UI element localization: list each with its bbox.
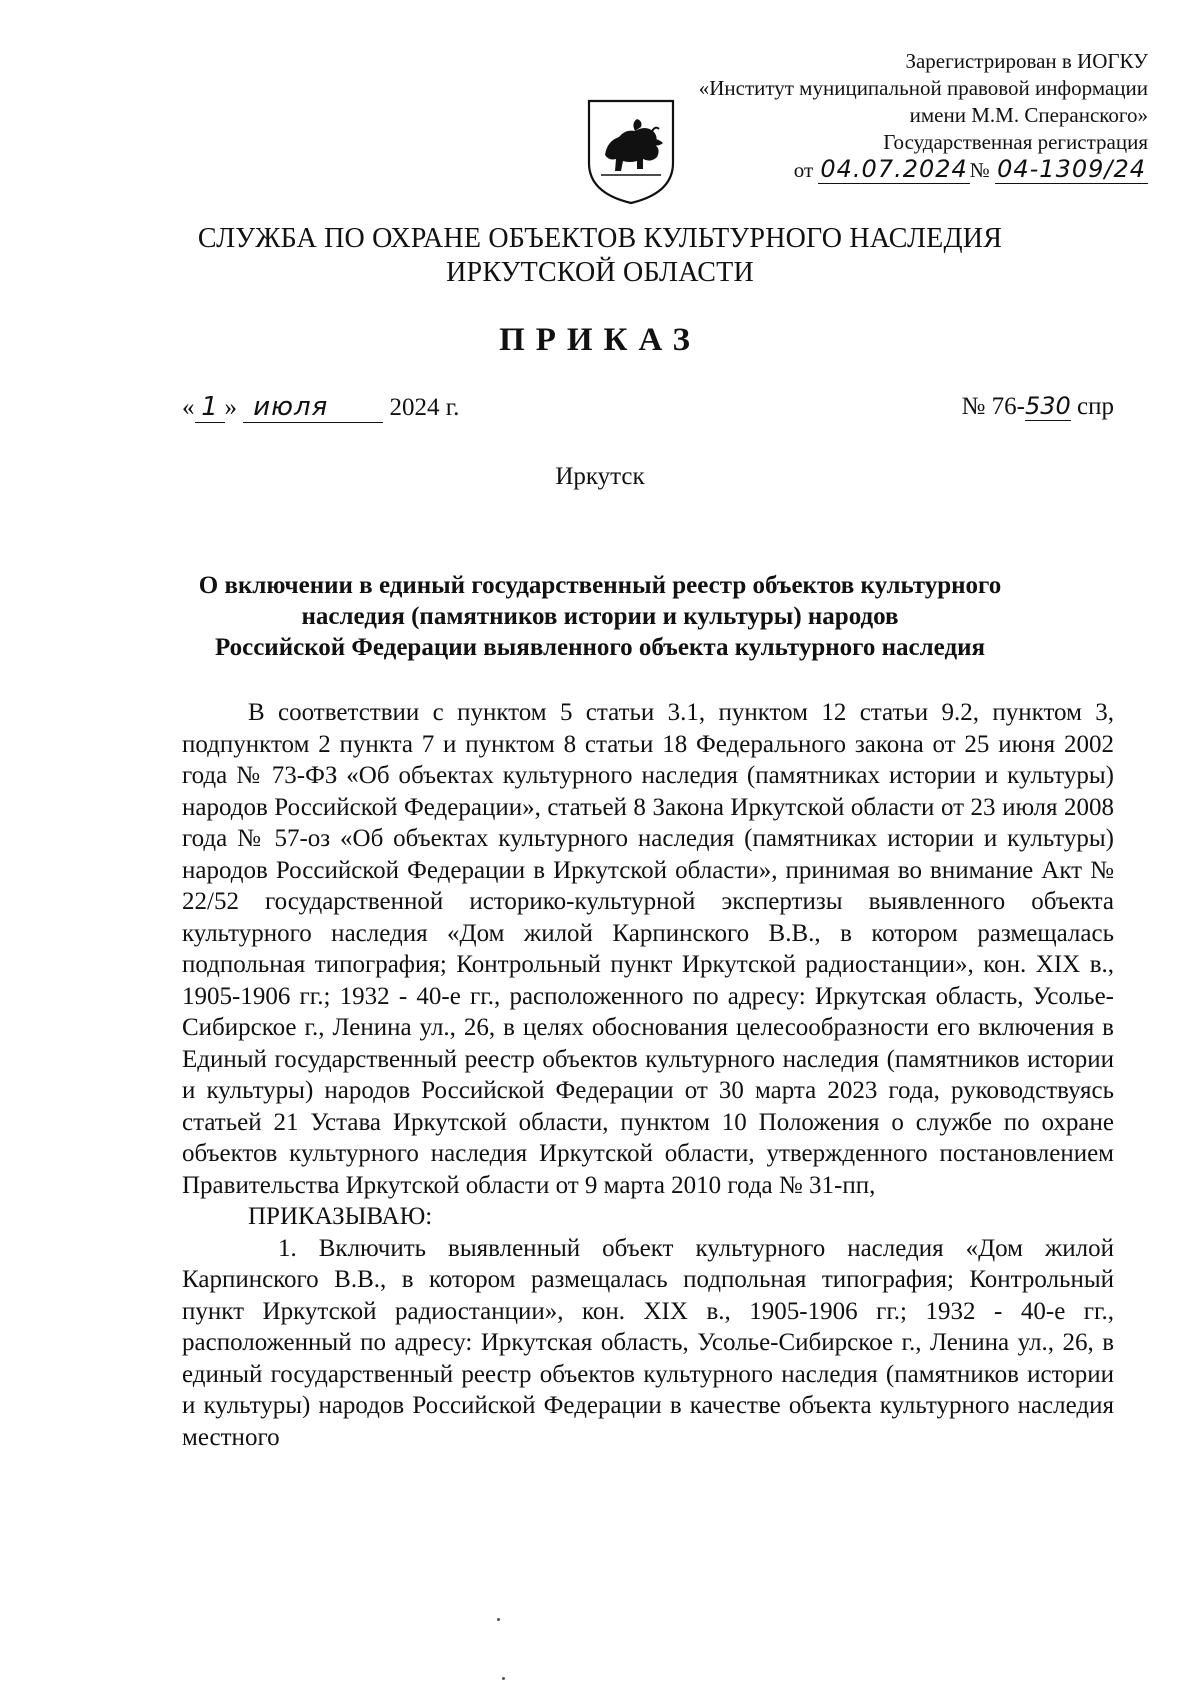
registration-line-3: имени М.М. Сперанского»: [909, 103, 1148, 127]
date-month-handwritten: июля: [243, 392, 383, 423]
date-year: 2024 г.: [389, 394, 460, 421]
order-verb: ПРИКАЗЫВАЮ:: [248, 1203, 433, 1230]
date-open-quote: «: [182, 394, 195, 421]
registration-date-prefix: от: [793, 158, 814, 182]
registration-number-handwritten: 04-1309/24: [997, 155, 1146, 183]
order-number-handwritten: 530: [1024, 392, 1071, 420]
irkutsk-coat-of-arms-icon: [585, 97, 677, 207]
document-title-line-2: наследия (памятников истории и культуры) народов: [301, 603, 899, 630]
registration-date-line: [628, 156, 1148, 184]
order-item-1: 1. Включить выявленный объект культурного наследия «Дом жилой Карпинского В.В., в котором размещалась подпольная типография; Контрольный пункт Иркутской радиостанции», кон. XIX в., 1905-1906 гг.; 1932 - 40-е гг., расположенный по адресу: Иркутская область, Усолье-Сибирское г., Ленина ул., 26, в единый государственный реестр объектов культурного наследия (памятников истории и культуры) народов Российской Федерации в качестве объекта культурного наследия местного: [182, 1234, 1114, 1451]
organization-name: [0, 222, 1200, 290]
order-number-suffix: спр: [1077, 393, 1114, 420]
order-number-prefix: № 76-: [961, 393, 1025, 420]
registration-line-4: Государственная регистрация: [883, 130, 1148, 154]
registration-block: [628, 48, 1148, 184]
scan-speck: [497, 1618, 500, 1621]
registration-number-prefix: №: [969, 158, 990, 182]
document-title: [150, 570, 1050, 663]
scan-speck: [502, 1677, 505, 1680]
document-body: [182, 697, 1114, 1453]
document-title-line-1: О включении в единый государственный реестр объектов культурного: [198, 572, 1002, 599]
registration-line-1: Зарегистрирован в ИОГКУ: [905, 49, 1148, 73]
date-close-quote: »: [224, 394, 237, 421]
registration-line-2: «Институт муниципальной правовой информации: [698, 76, 1148, 100]
document-title-line-3: Российской Федерации выявленного объекта культурного наследия: [214, 634, 986, 661]
organization-name-line-1: СЛУЖБА ПО ОХРАНЕ ОБЪЕКТОВ КУЛЬТУРНОГО НАСЛЕДИЯ: [197, 223, 1003, 254]
document-type-heading: ПРИКАЗ: [499, 322, 701, 358]
date-day-handwritten: 1: [195, 392, 225, 423]
city-name: Иркутск: [555, 463, 645, 490]
preamble-paragraph: В соответствии с пунктом 5 статьи 3.1, пунктом 12 статьи 9.2, пунктом 3, подпунктом 2 пункта 7 и пунктом 8 статьи 18 Федерального закона от 25 июня 2002 года № 73-ФЗ «Об объектах культурного наследия (памятниках истории и культуры) народов Российской Федерации», статьей 8 Закона Иркутской области от 23 июля 2008 года № 57-оз «Об объектах культурного наследия (памятниках истории и культуры) народов Российской Федерации в Иркутской области», принимая во внимание Акт № 22/52 государственной историко-культурной экспертизы выявленного объекта культурного наследия «Дом жилой Карпинского В.В., в котором размещалась подпольная типография; Контрольный пункт Иркутской радиостанции», кон. XIX в., 1905-1906 гг.; 1932 - 40-е гг., расположенного по адресу: Иркутская область, Усолье-Сибирское г., Ленина ул., 26, в целях обоснования целесообразности его включения в Единый государственный реестр объектов культурного наследия (памятников истории и культуры) народов Российской Федерации от 30 марта 2023 года, руководствуясь статьей 21 Устава Иркутской области, пунктом 10 Положения о службе по охране объектов культурного наследия Иркутской области, утвержденного постановлением Правительства Иркутской области от 9 марта 2010 года № 31-пп,: [182, 699, 1114, 1199]
order-date: [182, 392, 459, 423]
organization-name-line-2: ИРКУТСКОЙ ОБЛАСТИ: [446, 257, 754, 288]
registration-date-handwritten: 04.07.2024: [820, 155, 968, 183]
order-number: [962, 392, 1114, 421]
date-number-row: [182, 392, 1114, 432]
